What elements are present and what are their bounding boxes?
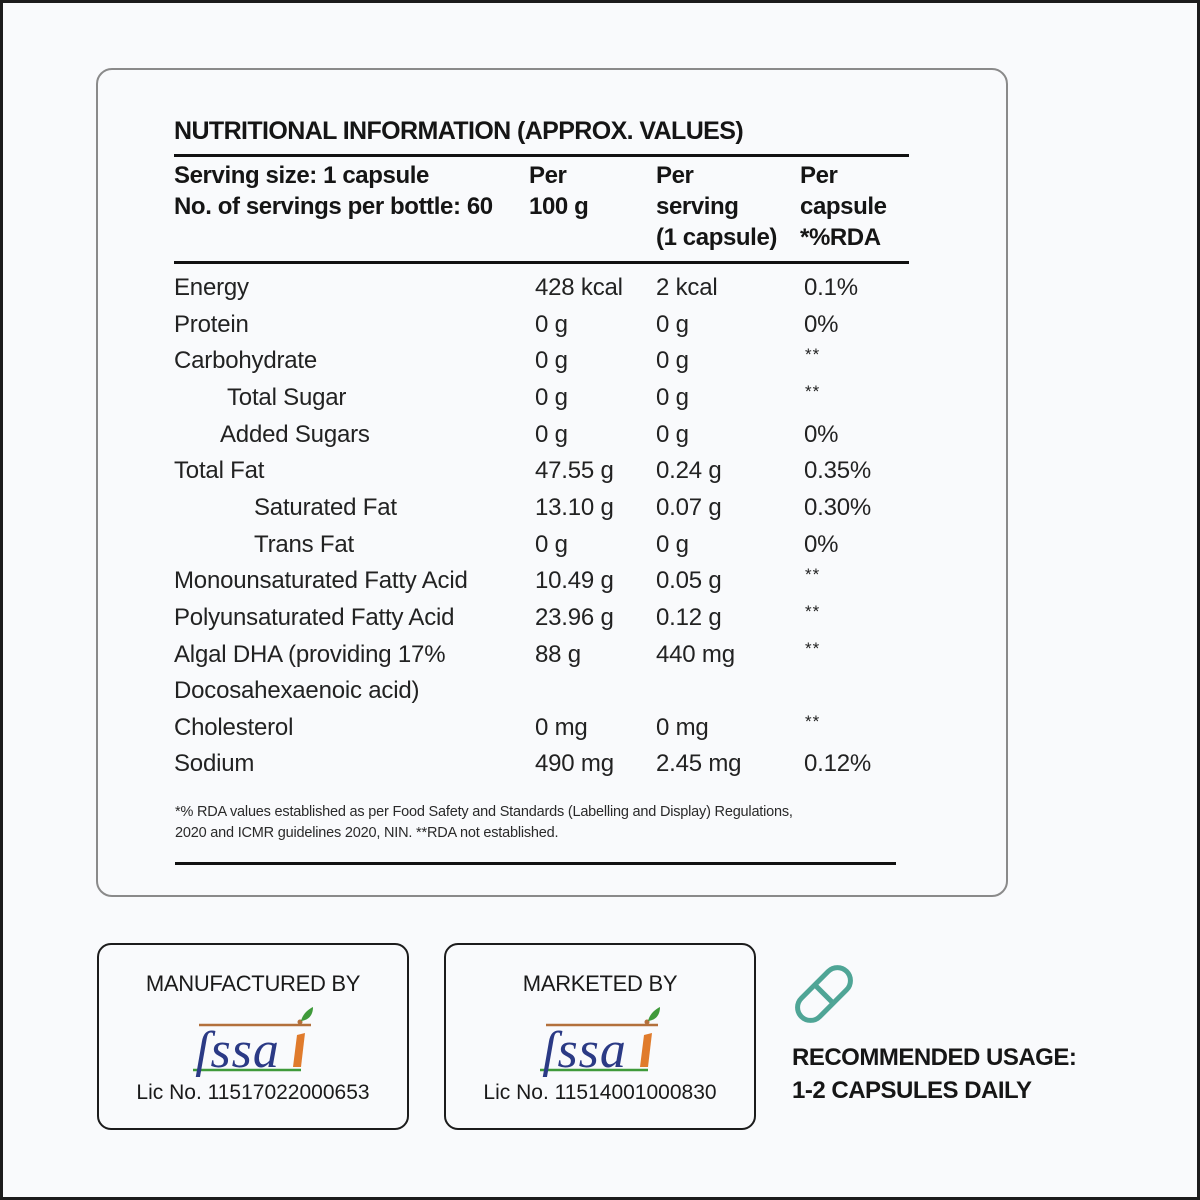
fssai-logo-icon xyxy=(530,1007,670,1077)
marketed-by-heading: MARKETED BY xyxy=(522,971,678,996)
table-row: Energy 428 kcal 2 kcal 0.1% xyxy=(174,274,858,301)
table-row: Sodium 490 mg 2.45 mg 0.12% xyxy=(174,750,872,777)
col-header-per-capsule-rda: Per capsule *%RDA xyxy=(800,162,887,251)
manufacturer-license-number: Lic No. 11517022000653 xyxy=(136,1081,370,1104)
serving-size: Serving size: 1 capsule xyxy=(174,162,429,189)
serving-info xyxy=(174,160,493,222)
usage-label: RECOMMENDED USAGE: xyxy=(792,1044,1077,1071)
nutrition-title: NUTRITIONAL INFORMATION (APPROX. VALUES) xyxy=(174,117,744,145)
table-row: Polyunsaturated Fatty Acid 23.96 g 0.12 g ** xyxy=(174,602,821,631)
manufactured-by-heading: MANUFACTURED BY xyxy=(145,971,361,996)
capsule-icon xyxy=(788,958,860,1030)
table-row: Added Sugars 0 g 0 g 0% xyxy=(220,421,839,448)
footer-divider xyxy=(175,862,896,865)
marketed-by-box xyxy=(444,943,756,1130)
usage-dosage: 1-2 CAPSULES DAILY xyxy=(792,1077,1032,1104)
svg-text:ſssa: ſssa xyxy=(195,1022,280,1077)
title-divider xyxy=(174,154,909,157)
table-row: Algal DHA (providing 17% 88 g 440 mg ** xyxy=(174,639,821,668)
recommended-usage xyxy=(792,1041,1076,1107)
table-row: Carbohydrate 0 g 0 g ** xyxy=(174,345,821,374)
table-row: Total Fat 47.55 g 0.24 g 0.35% xyxy=(174,457,872,484)
table-row: Saturated Fat 13.10 g 0.07 g 0.30% xyxy=(254,494,872,521)
table-row: Protein 0 g 0 g 0% xyxy=(174,311,839,338)
table-row: Trans Fat 0 g 0 g 0% xyxy=(254,531,839,558)
table-row: Cholesterol 0 mg 0 mg ** xyxy=(174,712,821,741)
rda-footnote: *% RDA values established as per Food Safety and Standards (Labelling and Display) Regulations, 2020 and ICMR guidelines 2020, NIN. **RDA not established. xyxy=(175,804,793,841)
header-divider xyxy=(174,261,909,264)
fssai-logo-icon xyxy=(183,1007,323,1077)
col-header-per-serving: Per serving (1 capsule) xyxy=(656,162,777,251)
servings-per-bottle: No. of servings per bottle: 60 xyxy=(174,193,493,220)
table-row: Docosahexaenoic acid) xyxy=(174,677,420,704)
svg-text:ſssa: ſssa xyxy=(542,1022,627,1077)
table-row: Total Sugar 0 g 0 g ** xyxy=(227,382,821,411)
manufactured-by-box xyxy=(97,943,409,1130)
table-row: Monounsaturated Fatty Acid 10.49 g 0.05 g ** xyxy=(174,565,821,594)
marketer-license-number: Lic No. 11514001000830 xyxy=(483,1081,717,1104)
col-header-per-100g: Per 100 g xyxy=(529,162,589,220)
